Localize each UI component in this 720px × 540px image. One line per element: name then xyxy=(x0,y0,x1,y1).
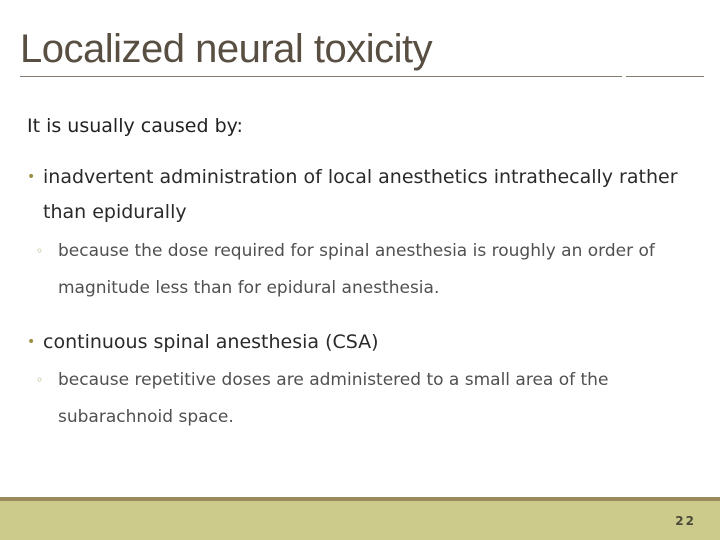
bullet-marker-icon: • xyxy=(27,334,36,350)
sub-bullet-item xyxy=(36,369,706,436)
sub-bullet-marker-icon: ◦ xyxy=(36,373,44,387)
sub-bullet-item xyxy=(36,240,696,307)
bullet-text: continuous spinal anesthesia (CSA) xyxy=(43,330,379,353)
sub-bullet-marker-icon: ◦ xyxy=(36,244,44,258)
sub-bullet-text: because the dose required for spinal anesthesia is roughly an order of magnitude less than for epidural anesthesia. xyxy=(58,240,655,298)
title-underline xyxy=(20,76,622,77)
bullet-item xyxy=(27,329,697,360)
footer-rule xyxy=(0,497,720,501)
bullet-marker-icon: • xyxy=(27,169,36,185)
footer-band xyxy=(0,497,720,540)
page-number: 22 xyxy=(675,514,696,528)
sub-bullet-text: because repetitive doses are administered to a small area of the subarachnoid space. xyxy=(58,369,609,427)
bullet-text: inadvertent administration of local anesthetics intrathecally rather than epidurally xyxy=(43,165,678,223)
title-underline-accent xyxy=(626,76,704,77)
slide-title: Localized neural toxicity xyxy=(20,27,433,71)
bullet-item xyxy=(27,164,697,230)
intro-text: It is usually caused by: xyxy=(27,115,243,137)
